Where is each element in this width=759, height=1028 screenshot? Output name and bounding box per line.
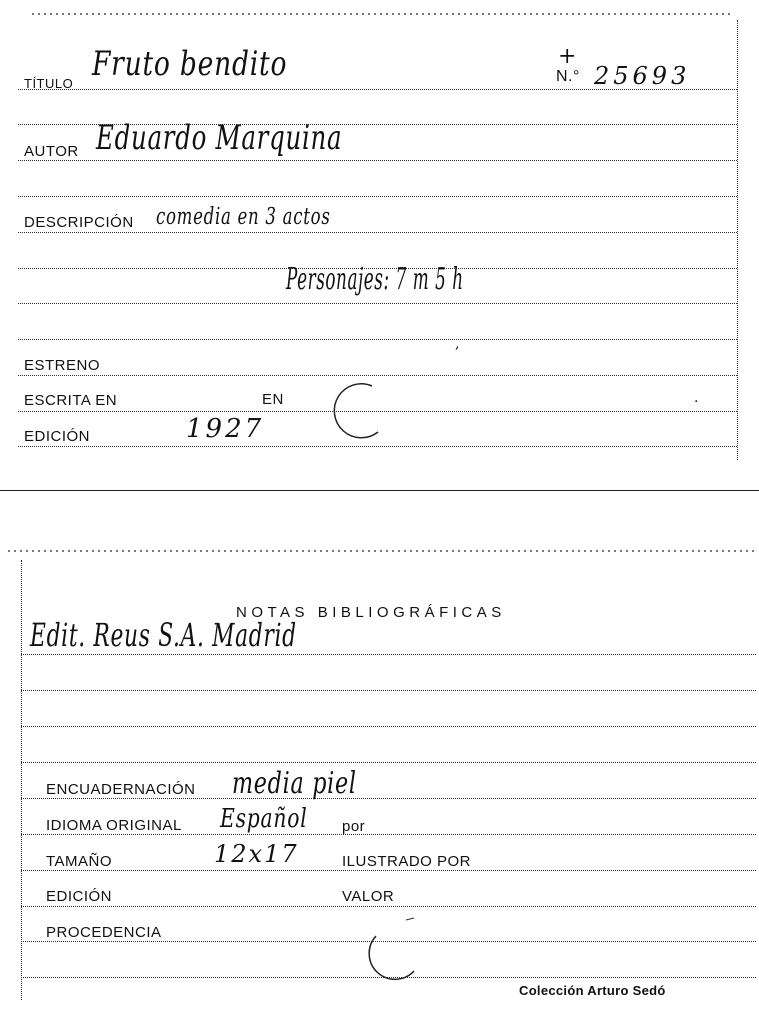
tamano-value: 12x17	[214, 840, 299, 868]
rule	[18, 339, 737, 340]
rule	[21, 906, 756, 907]
card-bottom-left-border	[21, 560, 22, 1000]
numero-value: 25693	[594, 62, 691, 90]
rule	[18, 160, 737, 161]
card-separator-line	[0, 490, 759, 491]
notas-value: Edit. Reus S.A. Madrid	[30, 616, 297, 654]
stray-dot: .	[694, 390, 700, 406]
notas-bibliograficas-heading: NOTAS BIBLIOGRÁFICAS	[236, 604, 506, 621]
en-label: EN	[262, 391, 284, 408]
rule	[21, 834, 756, 835]
edicion-label: EDICIÓN	[24, 428, 91, 445]
rule	[21, 726, 756, 727]
numero-label: N.°	[556, 68, 580, 85]
autor-label: AUTOR	[24, 143, 79, 160]
estreno-label: ESTRENO	[24, 357, 101, 374]
autor-value: Eduardo Marquina	[96, 118, 343, 158]
rule	[18, 303, 737, 304]
rule	[18, 232, 737, 233]
rule	[21, 870, 756, 871]
valor-label: VALOR	[342, 888, 395, 905]
punch-hole-top	[320, 380, 390, 450]
edicion-value: 1927	[186, 414, 265, 444]
rule	[21, 690, 756, 691]
collection-footer: Colección Arturo Sedó	[519, 983, 666, 998]
rule	[21, 654, 756, 655]
cross-mark: +	[558, 44, 578, 69]
stray-mark: ,	[455, 336, 461, 352]
personajes-value: Personajes: 7 m 5 h	[286, 262, 464, 297]
procedencia-label: PROCEDENCIA	[46, 924, 162, 941]
escrita-en-label: ESCRITA EN	[24, 392, 118, 409]
idioma-original-value: Español	[220, 804, 308, 834]
por-label: por	[342, 818, 366, 835]
descripcion-value: comedia en 3 actos	[156, 204, 331, 230]
rule	[21, 762, 756, 763]
encuadernacion-value: media piel	[232, 766, 357, 801]
rule	[18, 375, 737, 376]
card-top-edge	[30, 12, 730, 16]
titulo-label: TÍTULO	[24, 76, 74, 91]
tamano-label: TAMAÑO	[46, 853, 113, 870]
descripcion-label: DESCRIPCIÓN	[24, 214, 134, 231]
encuadernacion-label: ENCUADERNACIÓN	[46, 781, 196, 798]
edicion-label-bottom: EDICIÓN	[46, 888, 113, 905]
rule	[18, 196, 737, 197]
rule	[21, 798, 756, 799]
idioma-original-label: IDIOMA ORIGINAL	[46, 817, 182, 834]
card-bottom-edge	[6, 549, 756, 553]
ilustrado-por-label: ILUSTRADO POR	[342, 853, 472, 870]
titulo-value: Fruto bendito	[92, 44, 288, 84]
card-top-right-border	[737, 20, 738, 460]
punch-hole-bottom	[362, 916, 432, 986]
